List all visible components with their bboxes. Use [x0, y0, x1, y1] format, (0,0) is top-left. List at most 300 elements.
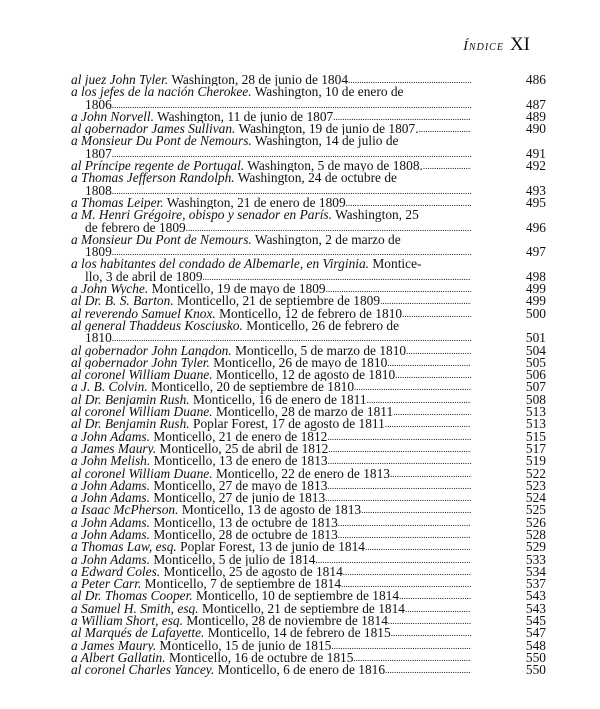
- entry-continuation-line: [71, 332, 471, 344]
- index-entry: [71, 504, 546, 516]
- entry-page-number: 490: [525, 121, 546, 137]
- index-entry: [71, 194, 546, 210]
- dot-leader: [399, 590, 471, 602]
- entry-detail: Monticello, 13 de enero de 1813: [153, 455, 328, 468]
- entry-recipient: a Thomas Leiper.: [71, 196, 164, 210]
- entry-continuation: 1806: [85, 98, 112, 111]
- entry-text: [71, 517, 471, 529]
- entry-page-number: 550: [525, 662, 546, 678]
- dot-leader: [354, 381, 471, 393]
- dot-leader: [112, 148, 471, 160]
- dot-leader: [390, 468, 471, 480]
- entry-text: [71, 135, 471, 160]
- entry-text: [71, 172, 471, 197]
- entry-line: [71, 74, 471, 86]
- dot-leader: [405, 603, 471, 615]
- entry-continuation-line: [71, 99, 471, 111]
- entry-page-number: 507: [525, 379, 546, 395]
- entry-text: [71, 640, 471, 652]
- entry-detail: Washington, 14 de julio de: [254, 135, 399, 148]
- entry-line: [71, 603, 471, 615]
- entry-detail: Monticello, 27 de mayo de 1813: [153, 479, 328, 493]
- dot-leader: [327, 480, 471, 492]
- index-entry: [71, 381, 546, 393]
- entry-line: [71, 529, 471, 541]
- entry-text: [71, 554, 471, 566]
- entry-page-number: 528: [525, 526, 546, 542]
- index-entry: [71, 526, 546, 542]
- entry-page-number: 548: [525, 637, 546, 653]
- entry-detail: Washington, 21 de enero de 1809: [166, 196, 346, 210]
- entry-text: [71, 381, 471, 393]
- entry-text: [71, 455, 471, 467]
- entry-text: [71, 504, 471, 516]
- entry-continuation: 1810: [85, 332, 112, 345]
- index-entry: [71, 258, 546, 283]
- entry-page-number: 543: [525, 600, 546, 616]
- entry-line: [71, 135, 471, 147]
- dot-leader: [328, 443, 471, 455]
- entry-page-number: 513: [525, 416, 546, 432]
- entry-text: [71, 308, 471, 320]
- entry-recipient: a John Wyche.: [71, 283, 149, 296]
- entry-recipient: al Príncipe regente de Portugal.: [71, 160, 245, 173]
- dot-leader: [316, 554, 472, 566]
- entry-recipient: al Dr. Benjamin Rush.: [71, 393, 190, 407]
- entry-text: [71, 111, 471, 123]
- index-entry: [71, 514, 546, 530]
- entry-recipient: al Dr. Thomas Cooper.: [71, 590, 193, 603]
- entry-detail: Washington, 28 de junio de 1804: [171, 74, 349, 87]
- entry-continuation-line: [71, 222, 471, 234]
- entry-page-number: 550: [525, 649, 546, 665]
- entry-detail: Monticello, 28 de marzo de 1811: [215, 406, 394, 419]
- entry-detail: Monticello, 21 de enero de 1812: [153, 430, 328, 443]
- dot-leader: [406, 345, 471, 357]
- index-entry: [71, 600, 546, 616]
- index-entry: [71, 440, 546, 456]
- dot-leader: [327, 431, 471, 443]
- entry-page-number: 545: [525, 613, 546, 629]
- dot-leader: [387, 357, 471, 369]
- entry-page-number: 519: [525, 453, 546, 469]
- entry-page-number: 504: [525, 342, 546, 358]
- entry-recipient: a James Maury.: [71, 442, 157, 456]
- entry-continuation-line: [71, 246, 471, 258]
- dot-leader: [361, 504, 471, 516]
- entry-recipient: al coronel William Duane.: [71, 467, 213, 480]
- entry-text: [71, 258, 471, 283]
- index-entry: [71, 590, 546, 602]
- index-entries: [71, 74, 546, 677]
- index-entry: [71, 615, 546, 627]
- entry-page-number: 499: [525, 293, 546, 309]
- entry-recipient: a Peter Carr.: [71, 578, 142, 591]
- entry-page-number: 522: [525, 465, 546, 481]
- entry-line: [71, 627, 471, 639]
- index-entry: [71, 649, 546, 665]
- entry-continuation: de febrero de 1809: [85, 221, 186, 234]
- dot-leader: [186, 222, 471, 234]
- entry-line: [71, 308, 471, 320]
- entry-detail: Monticello, 14 de febrero de 1815: [207, 627, 391, 640]
- index-entry: [71, 320, 546, 345]
- dot-leader: [346, 197, 471, 209]
- index-entry: [71, 492, 546, 504]
- dot-leader: [112, 99, 471, 111]
- dot-leader: [341, 578, 471, 590]
- entry-line: [71, 468, 471, 480]
- dot-leader: [325, 492, 471, 504]
- entry-recipient: al coronel William Duane.: [71, 406, 213, 419]
- index-entry: [71, 135, 546, 160]
- index-entry: [71, 86, 546, 111]
- entry-detail: Monticello, 12 de agosto de 1810: [215, 369, 396, 382]
- entry-continuation-line: [71, 271, 471, 283]
- dot-leader: [391, 627, 471, 639]
- entry-line: [71, 234, 471, 246]
- dot-leader: [380, 295, 471, 307]
- entry-continuation: 1809: [85, 246, 112, 259]
- header-label: Índice: [463, 39, 504, 54]
- entry-recipient: al gobernador John Tyler.: [71, 356, 210, 370]
- entry-detail: Monticello, 16 de octubre de 1815: [168, 651, 354, 665]
- index-entry: [71, 637, 546, 653]
- entry-page-number: 513: [525, 404, 546, 420]
- entry-detail: Monticello, 15 de junio de 1815: [159, 639, 332, 652]
- entry-recipient: a John Adams.: [71, 516, 150, 529]
- entry-line: [71, 111, 471, 123]
- dot-leader: [395, 369, 471, 381]
- entry-detail: Monticello, 28 de octubre de 1813: [153, 528, 338, 542]
- dot-leader: [343, 566, 471, 578]
- entry-continuation-line: [71, 148, 471, 160]
- entry-text: [71, 418, 471, 430]
- entry-continuation-line: [71, 185, 471, 197]
- entry-line: [71, 554, 471, 566]
- entry-recipient: a Edward Coles.: [71, 565, 161, 579]
- entry-detail: Washington, 11 de junio de 1807: [157, 110, 334, 124]
- dot-leader: [203, 271, 471, 283]
- entry-recipient: al Marqués de Lafayette.: [71, 627, 205, 640]
- entry-recipient: a John Adams.: [71, 528, 150, 542]
- entry-text: [71, 74, 471, 86]
- entry-recipient: a Monsieur Du Pont de Nemours.: [71, 135, 252, 148]
- entry-text: [71, 578, 471, 590]
- dot-leader: [326, 283, 471, 295]
- entry-recipient: al Dr. Benjamin Rush.: [71, 418, 190, 431]
- index-entry: [71, 563, 546, 579]
- entry-detail: Monticello, 22 de enero de 1813: [215, 467, 390, 480]
- dot-leader: [338, 517, 471, 529]
- entry-recipient: a John Adams.: [71, 430, 150, 443]
- entry-recipient: a John Norvell.: [71, 110, 154, 124]
- entry-recipient: al gobernador John Langdon.: [71, 344, 232, 357]
- index-entry: [71, 541, 546, 553]
- entry-page-number: 497: [525, 244, 546, 260]
- entry-recipient: a M. Henri Grégoire, obispo y senador en París.: [71, 209, 332, 222]
- index-entry: [71, 578, 546, 590]
- dot-leader: [419, 123, 471, 135]
- entry-page-number: 525: [525, 502, 546, 518]
- entry-line: [71, 357, 471, 369]
- entry-line: [71, 295, 471, 307]
- entry-page-number: 547: [525, 625, 546, 641]
- entry-line: [71, 590, 471, 602]
- entry-continuation: llo, 3 de abril de 1809: [85, 270, 203, 284]
- entry-detail: Monticello, 7 de septiembre de 1814: [144, 578, 342, 591]
- dot-leader: [402, 308, 471, 320]
- entry-text: [71, 468, 471, 480]
- entry-line: [71, 394, 471, 406]
- index-entry: [71, 283, 546, 295]
- entry-line: [71, 172, 471, 184]
- index-entry: [71, 465, 546, 481]
- entry-page-number: 534: [525, 563, 546, 579]
- index-entry: [71, 342, 546, 358]
- dot-leader: [385, 418, 471, 430]
- entry-detail: Washington, 2 de marzo de: [254, 233, 401, 247]
- entry-recipient: a Thomas Law, esq.: [71, 541, 177, 554]
- entry-line: [71, 86, 471, 98]
- dot-leader: [348, 74, 471, 86]
- dot-leader: [388, 615, 471, 627]
- entry-page-number: 515: [525, 428, 546, 444]
- entry-line: [71, 578, 471, 590]
- entry-text: [71, 197, 471, 209]
- dot-leader: [367, 394, 471, 406]
- dot-leader: [393, 406, 471, 418]
- entry-recipient: a Thomas Jefferson Randolph.: [71, 172, 235, 185]
- entry-text: [71, 652, 471, 664]
- entry-line: [71, 258, 471, 270]
- entry-recipient: a John Adams.: [71, 553, 150, 566]
- entry-recipient: a John Adams.: [71, 479, 150, 493]
- entry-line: [71, 517, 471, 529]
- entry-detail: Monticello, 25 de abril de 1812: [159, 442, 329, 456]
- entry-line: [71, 480, 471, 492]
- index-entry: [71, 391, 546, 407]
- entry-detail: Monticello, 13 de octubre de 1813: [153, 516, 338, 529]
- entry-detail: Monticello, 21 de septiembre de 1814: [201, 602, 405, 616]
- entry-line: [71, 197, 471, 209]
- dot-leader: [365, 541, 471, 553]
- entry-text: [71, 492, 471, 504]
- entry-text: [71, 357, 471, 369]
- entry-recipient: a Isaac McPherson.: [71, 504, 179, 517]
- entry-page-number: 495: [525, 194, 546, 210]
- entry-page-number: 526: [525, 514, 546, 530]
- entry-recipient: a Monsieur Du Pont de Nemours.: [71, 233, 252, 247]
- entry-recipient: al reverendo Samuel Knox.: [71, 307, 216, 320]
- entry-text: [71, 295, 471, 307]
- entry-text: [71, 566, 471, 578]
- entry-detail: Washington, 10 de enero de: [254, 86, 404, 99]
- entry-line: [71, 406, 471, 418]
- entry-line: [71, 345, 471, 357]
- entry-page-number: 498: [525, 268, 546, 284]
- entry-text: [71, 320, 471, 345]
- index-entry: [71, 305, 546, 321]
- entry-detail: Washington, 19 de junio de 1807.: [238, 123, 419, 136]
- entry-line: [71, 664, 471, 676]
- entry-detail: Washington, 24 de octubre de: [237, 172, 397, 185]
- entry-detail: Monticello, 26 de mayo de 1810: [213, 356, 388, 370]
- index-entry: [71, 627, 546, 639]
- entry-page-number: 523: [525, 477, 546, 493]
- entry-detail: Monticello, 27 de junio de 1813: [153, 492, 326, 505]
- dot-leader: [112, 246, 471, 258]
- entry-page-number: 492: [525, 158, 546, 174]
- index-entry: [71, 295, 546, 307]
- entry-page-number: 487: [525, 96, 546, 112]
- entry-text: [71, 615, 471, 627]
- entry-detail: Poplar Forest, 17 de agosto de 1811: [193, 418, 385, 431]
- entry-continuation: 1808: [85, 184, 112, 197]
- entry-page-number: 529: [525, 539, 546, 555]
- entry-detail: Monticello, 13 de agosto de 1813: [181, 504, 362, 517]
- entry-recipient: al gobernador James Sullivan.: [71, 123, 236, 136]
- index-entry: [71, 354, 546, 370]
- entry-line: [71, 123, 471, 135]
- entry-page-number: 493: [525, 182, 546, 198]
- index-entry: [71, 551, 546, 567]
- entry-recipient: al Dr. B. S. Barton.: [71, 295, 174, 308]
- entry-detail: Poplar Forest, 13 de junio de 1814: [180, 541, 365, 554]
- entry-recipient: a James Maury.: [71, 639, 157, 652]
- entry-text: [71, 664, 471, 676]
- entry-page-number: 491: [525, 145, 546, 161]
- entry-line: [71, 283, 471, 295]
- dot-leader: [353, 652, 471, 664]
- entry-line: [71, 209, 471, 221]
- entry-page-number: 486: [525, 72, 546, 87]
- entry-text: [71, 160, 471, 172]
- dot-leader: [331, 640, 471, 652]
- entry-line: [71, 443, 471, 455]
- index-entry: [71, 369, 546, 381]
- entry-line: [71, 418, 471, 430]
- entry-text: [71, 234, 471, 259]
- entry-detail: Washington, 25: [335, 209, 419, 222]
- entry-recipient: al coronel Charles Yancey.: [71, 664, 215, 677]
- entry-recipient: a John Adams.: [71, 492, 150, 505]
- entry-line: [71, 640, 471, 652]
- entry-page-number: 501: [525, 330, 546, 346]
- entry-line: [71, 369, 471, 381]
- index-entry: [71, 172, 546, 197]
- entry-recipient: a William Short, esq.: [71, 615, 183, 628]
- entry-text: [71, 394, 471, 406]
- entry-page-number: 505: [525, 354, 546, 370]
- dot-leader: [112, 332, 471, 344]
- entry-page-number: 533: [525, 551, 546, 567]
- entry-text: [71, 627, 471, 639]
- entry-detail: Monticello, 10 de septiembre de 1814: [196, 590, 400, 603]
- entry-text: [71, 443, 471, 455]
- entry-line: [71, 455, 471, 467]
- entry-line: [71, 566, 471, 578]
- entry-line: [71, 615, 471, 627]
- entry-page-number: 524: [525, 490, 546, 506]
- entry-line: [71, 492, 471, 504]
- entry-recipient: a Albert Gallatin.: [71, 651, 166, 665]
- entry-text: [71, 209, 471, 234]
- entry-page-number: 508: [525, 391, 546, 407]
- entry-text: [71, 345, 471, 357]
- entry-line: [71, 541, 471, 553]
- entry-page-number: 543: [525, 588, 546, 604]
- entry-continuation: 1807: [85, 147, 112, 161]
- entry-detail: Monticello, 21 de septiembre de 1809: [177, 295, 381, 308]
- entry-line: [71, 160, 471, 172]
- entry-detail: Monticello, 19 de mayo de 1809: [151, 283, 326, 296]
- entry-text: [71, 603, 471, 615]
- entry-recipient: a los jefes de la nación Cherokee.: [71, 86, 252, 99]
- entry-text: [71, 86, 471, 111]
- entry-detail: Monticello, 28 de noviembre de 1814: [186, 615, 388, 628]
- entry-text: [71, 431, 471, 443]
- entry-text: [71, 123, 471, 135]
- entry-recipient: a los habitantes del condado de Albemarle, en Virginia.: [71, 258, 370, 271]
- running-header: [463, 34, 530, 56]
- header-page-number: XI: [509, 34, 530, 55]
- entry-recipient: al general Thaddeus Kosciusko.: [71, 319, 243, 333]
- entry-line: [71, 504, 471, 516]
- entry-detail: Monticello, 16 de enero de 1811: [193, 393, 367, 407]
- entry-detail: Montice-: [372, 258, 422, 271]
- entry-page-number: 500: [525, 305, 546, 321]
- entry-text: [71, 590, 471, 602]
- index-entry: [71, 234, 546, 259]
- entry-recipient: a Samuel H. Smith, esq.: [71, 602, 199, 616]
- dot-leader: [385, 664, 471, 676]
- entry-recipient: al coronel William Duane.: [71, 369, 213, 382]
- index-entry: [71, 160, 546, 172]
- dot-leader: [423, 160, 471, 172]
- index-entry: [71, 108, 546, 124]
- entry-page-number: 537: [525, 576, 546, 592]
- entry-detail: Monticello, 12 de febrero de 1810: [219, 307, 403, 320]
- index-entry: [71, 74, 546, 86]
- index-entry: [71, 209, 546, 234]
- entry-page-number: 506: [525, 367, 546, 383]
- entry-detail: Monticello, 25 de agosto de 1814: [163, 565, 343, 579]
- entry-line: [71, 320, 471, 332]
- entry-text: [71, 541, 471, 553]
- entry-detail: Monticello, 26 de febrero de: [246, 319, 400, 333]
- entry-recipient: a John Melish.: [71, 455, 151, 468]
- entry-text: [71, 480, 471, 492]
- entry-page-number: 489: [525, 108, 546, 124]
- entry-recipient: al juez John Tyler.: [71, 74, 169, 87]
- index-entry: [71, 428, 546, 444]
- entry-text: [71, 529, 471, 541]
- index-entry: [71, 455, 546, 467]
- entry-detail: Monticello, 5 de marzo de 1810: [235, 344, 407, 357]
- entry-text: [71, 369, 471, 381]
- entry-detail: Monticello, 6 de enero de 1816: [217, 664, 386, 677]
- entry-recipient: a J. B. Colvin.: [71, 381, 148, 394]
- entry-line: [71, 381, 471, 393]
- index-entry: [71, 418, 546, 430]
- entry-page-number: 496: [525, 219, 546, 235]
- entry-text: [71, 283, 471, 295]
- entry-text: [71, 406, 471, 418]
- dot-leader: [112, 185, 471, 197]
- entry-page-number: 517: [525, 440, 546, 456]
- entry-detail: Monticello, 20 de septiembre de 1810: [150, 381, 355, 394]
